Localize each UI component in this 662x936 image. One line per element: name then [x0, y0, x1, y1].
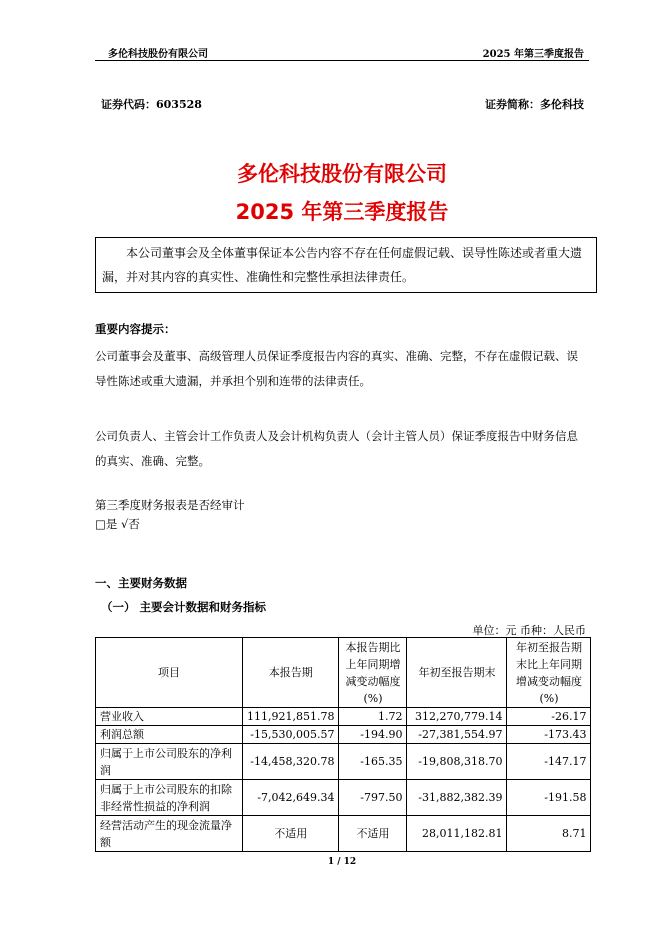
- table-cell: -26.17: [507, 708, 591, 726]
- table-cell: -19,808,318.70: [407, 744, 507, 780]
- table-cell: 归属于上市公司股东的净利润: [96, 744, 243, 780]
- table-cell: -31,882,382.39: [407, 780, 507, 816]
- table-cell: 1.72: [339, 708, 407, 726]
- header-report: 2025 年第三季度报告: [482, 49, 584, 60]
- section-key-indicators: （一） 主要会计数据和财务指标: [101, 600, 267, 614]
- table-cell: -147.17: [507, 744, 591, 780]
- table-cell: -15,530,005.57: [243, 726, 339, 744]
- audit-question: 第三季度财务报表是否经审计: [95, 498, 245, 512]
- table-row: [96, 744, 591, 780]
- board-notice-box: 本公司董事会及全体董事保证本公告内容不存在任何虚假记载、误导性陈述或者重大遗漏，并对其内容的真实性、准确性和完整性承担法律责任。: [95, 237, 597, 293]
- table-row: [96, 780, 591, 816]
- table-cell: 28,011,182.81: [407, 816, 507, 852]
- table-header: 项目: [96, 638, 243, 708]
- audit-answer: □是 √否: [95, 517, 140, 531]
- table-cell: -27,381,554.97: [407, 726, 507, 744]
- table-cell: -797.50: [339, 780, 407, 816]
- table-header: 本报告期: [243, 638, 339, 708]
- table-cell: 111,921,851.78: [243, 708, 339, 726]
- table-cell: 312,270,779.14: [407, 708, 507, 726]
- table-row: [96, 726, 591, 744]
- table-cell: 不适用: [243, 816, 339, 852]
- doc-title-company: 多伦科技股份有限公司: [237, 162, 447, 186]
- stock-code: 证券代码：603528: [101, 98, 202, 111]
- header-company: 多伦科技股份有限公司: [108, 49, 208, 60]
- table-cell: 8.71: [507, 816, 591, 852]
- table-cell: -14,458,320.78: [243, 744, 339, 780]
- key-financial-table: [95, 637, 591, 852]
- important-para2: 公司负责人、主管会计工作负责人及会计机构负责人（会计主管人员）保证季度报告中财务信息的真实、准确、完整。: [95, 429, 578, 468]
- section-financial-data: 一、主要财务数据: [95, 576, 187, 590]
- table-cell: -191.58: [507, 780, 591, 816]
- table-cell: -7,042,649.34: [243, 780, 339, 816]
- table-row: [96, 708, 591, 726]
- page-number: 1 / 12: [327, 857, 357, 867]
- table-cell: -165.35: [339, 744, 407, 780]
- table-header-row: [96, 638, 591, 708]
- table-cell: 利润总额: [96, 726, 243, 744]
- doc-title-report: 2025 年第三季度报告: [235, 200, 449, 224]
- table-cell: 不适用: [339, 816, 407, 852]
- table-header: 本报告期比上年同期增减变动幅度(%): [339, 638, 407, 708]
- stock-abbr: 证券简称：多伦科技: [485, 98, 584, 111]
- important-heading: 重要内容提示：: [95, 322, 176, 336]
- table-cell: -173.43: [507, 726, 591, 744]
- table-header: 年初至报告期末比上年同期增减变动幅度(%): [507, 638, 591, 708]
- table-cell: 归属于上市公司股东的扣除非经常性损益的净利润: [96, 780, 243, 816]
- table-cell: 营业收入: [96, 708, 243, 726]
- table-row: [96, 816, 591, 852]
- unit-currency: 单位：元 币种：人民币: [472, 624, 586, 637]
- table-cell: 经营活动产生的现金流量净额: [96, 816, 243, 852]
- table-cell: -194.90: [339, 726, 407, 744]
- table-header: 年初至报告期末: [407, 638, 507, 708]
- important-para1: 公司董事会及董事、高级管理人员保证季度报告内容的真实、准确、完整，不存在虚假记载、误导性陈述或重大遗漏，并承担个别和连带的法律责任。: [95, 349, 578, 388]
- header-divider: [95, 60, 589, 61]
